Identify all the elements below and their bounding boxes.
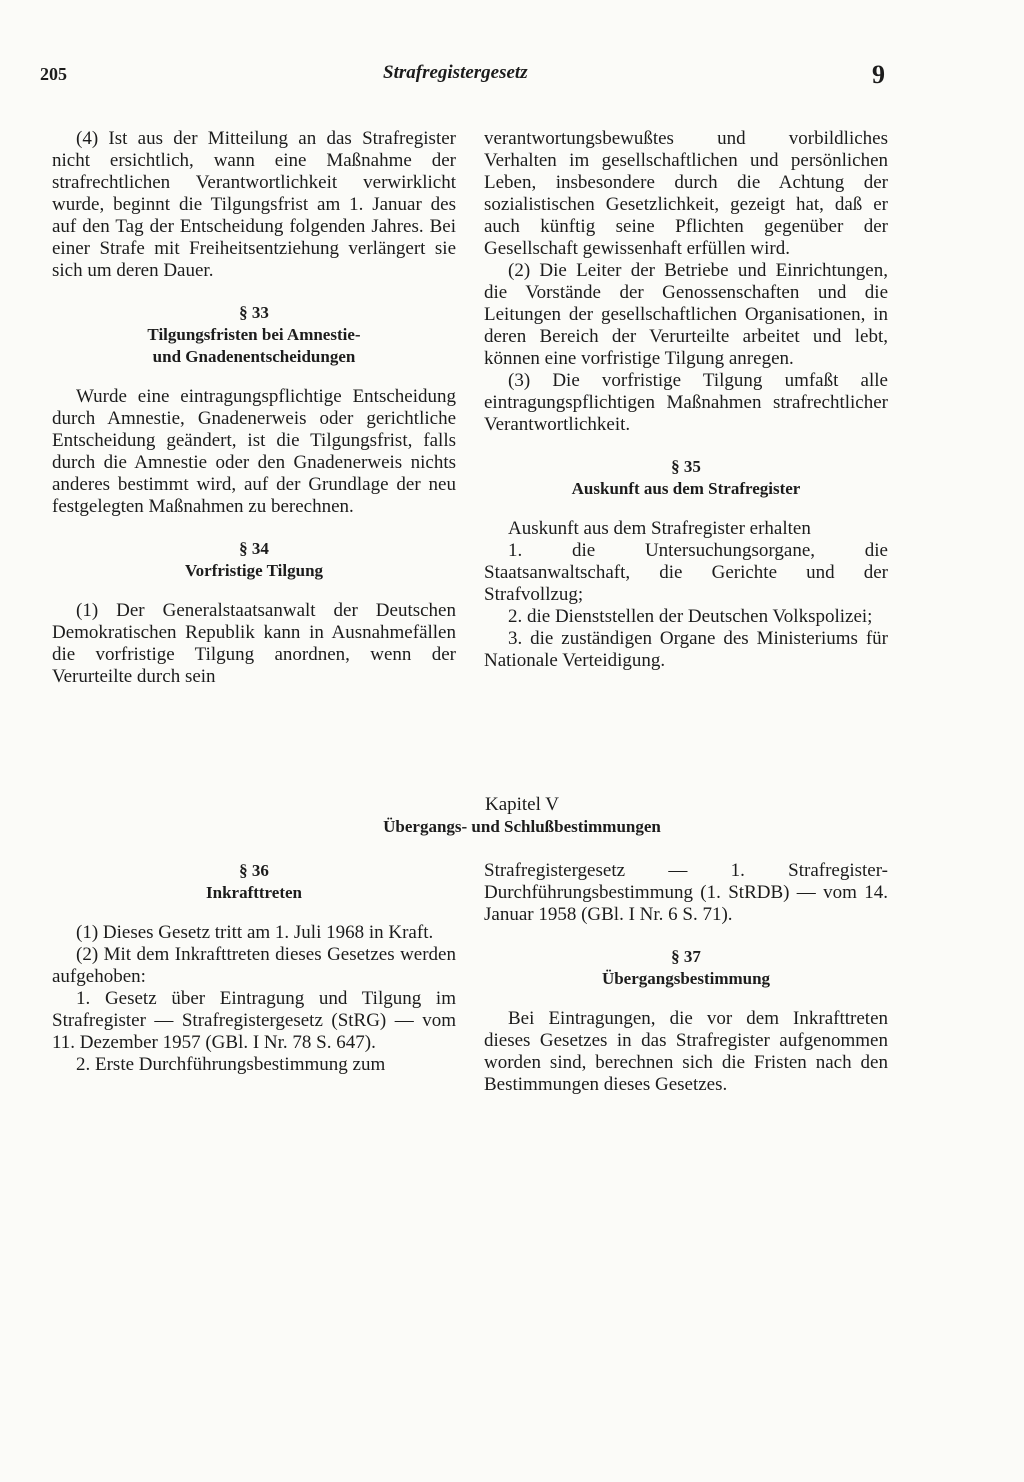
- chapter-marker: 9: [872, 60, 885, 89]
- section-title-line: und Gnadenentscheidungen: [152, 347, 356, 366]
- section-35-heading: [484, 456, 888, 500]
- chapter-heading: [52, 794, 992, 838]
- section-number: § 35: [671, 457, 701, 476]
- paragraph-32-4: (4) Ist aus der Mitteilung an das Strafregister nicht ersichtlich, wann eine Maßnahme der strafrechtlichen Verantwortlichkeit verwirklicht wurde, beginnt die Tilgungsfrist am 1. Januar des auf den Tag der Entscheidung folgenden Jahres. Bei einer Strafe mit Freiheitsentziehung verlängert sie sich um deren Dauer.: [52, 128, 456, 281]
- section-number: § 37: [671, 947, 701, 966]
- right-column-bottom: [484, 860, 888, 1096]
- section-34-continuation: verantwortungsbewußtes und vorbildliches Verhalten im gesellschaftlichen und persönlichen Leben, insbesondere durch die Achtung der sozialistischen Gesetzlichkeit, gezeigt hat, daß er auch künftig seine Pflichten gegenüber der Gesellschaft gewissenhaft erfüllen wird.: [484, 128, 888, 259]
- list-item: 2. Erste Durchführungsbestimmung zum: [76, 1054, 386, 1075]
- section-36-item-2-continuation: Strafregistergesetz — 1. Strafregister-Durchführungsbestimmung (1. StRDB) — vom 14. Januar 1958 (GBl. I Nr. 6 S. 71).: [484, 860, 888, 925]
- section-title-line: Tilgungsfristen bei Amnestie-: [147, 325, 361, 344]
- running-head: Strafregistergesetz: [383, 62, 528, 83]
- section-number: § 33: [239, 303, 269, 322]
- list-item: 3. die zuständigen Organe des Ministeriums für Nationale Verteidigung.: [484, 628, 888, 671]
- section-title: Auskunft aus dem Strafregister: [571, 479, 801, 498]
- page-number: 205: [40, 64, 67, 84]
- section-37-text: Bei Eintragungen, die vor dem Inkrafttreten dieses Gesetzes in das Strafregister aufgenommen worden sind, berechnen sich die Fristen nach den Bestimmungen dieses Gesetzes.: [484, 1008, 888, 1095]
- section-34-heading: [52, 538, 456, 582]
- section-33-text: Wurde eine eintragungspflichtige Entscheidung durch Amnestie, Gnadenerweis oder gerichtliche Entscheidung geändert, ist die Tilgungsfrist, falls durch die Amnestie oder den Gnadenerweis nichts anderes bestimmt wird, auf der Grundlage der neu festgelegten Maßnahmen zu berechnen.: [52, 386, 456, 517]
- chapter-title: Übergangs- und Schlußbestimmungen: [383, 817, 661, 836]
- section-36-heading: [52, 860, 456, 904]
- list-item: 2. die Dienststellen der Deutschen Volkspolizei;: [508, 606, 873, 627]
- section-35-intro: Auskunft aus dem Strafregister erhalten: [508, 518, 811, 539]
- section-title: Vorfristige Tilgung: [184, 561, 324, 580]
- section-34-para-1: (1) Der Generalstaatsanwalt der Deutschen Demokratischen Republik kann in Ausnahmefällen die vorfristige Tilgung anordnen, wenn der Verurteilte durch sein: [52, 600, 456, 687]
- section-34-para-3: (3) Die vorfristige Tilgung umfaßt alle eintragungspflichtigen Maßnahmen strafrechtlicher Verantwortlichkeit.: [484, 370, 888, 435]
- list-item: 1. Gesetz über Eintragung und Tilgung im Strafregister — Strafregistergesetz (StRG) — vom 11. Dezember 1957 (GBl. I Nr. 78 S. 647).: [52, 988, 456, 1053]
- section-33-heading: [52, 302, 456, 368]
- right-column-top: [484, 128, 888, 672]
- section-36-para-1: (1) Dieses Gesetz tritt am 1. Juli 1968 in Kraft.: [76, 922, 434, 943]
- section-37-heading: [484, 946, 888, 990]
- left-column-top: [52, 128, 456, 688]
- section-number: § 34: [239, 539, 269, 558]
- left-column-bottom: [52, 860, 456, 1076]
- section-title: Inkrafttreten: [206, 883, 302, 902]
- section-title: Übergangsbestimmung: [601, 969, 771, 988]
- chapter-label: Kapitel V: [484, 794, 560, 815]
- section-number: § 36: [239, 861, 269, 880]
- list-item: 1. die Untersuchungsorgane, die Staatsanwaltschaft, die Gerichte und der Strafvollzug;: [484, 540, 888, 605]
- section-36-para-2: (2) Mit dem Inkrafttreten dieses Gesetzes werden aufgehoben:: [52, 944, 456, 987]
- section-34-para-2: (2) Die Leiter der Betriebe und Einrichtungen, die Vorstände der Genossenschaften und die Leitungen der gesellschaftlichen Organisationen, in deren Bereich der Verurteilte arbeitet und lebt, können eine vorfristige Tilgung anregen.: [484, 260, 888, 369]
